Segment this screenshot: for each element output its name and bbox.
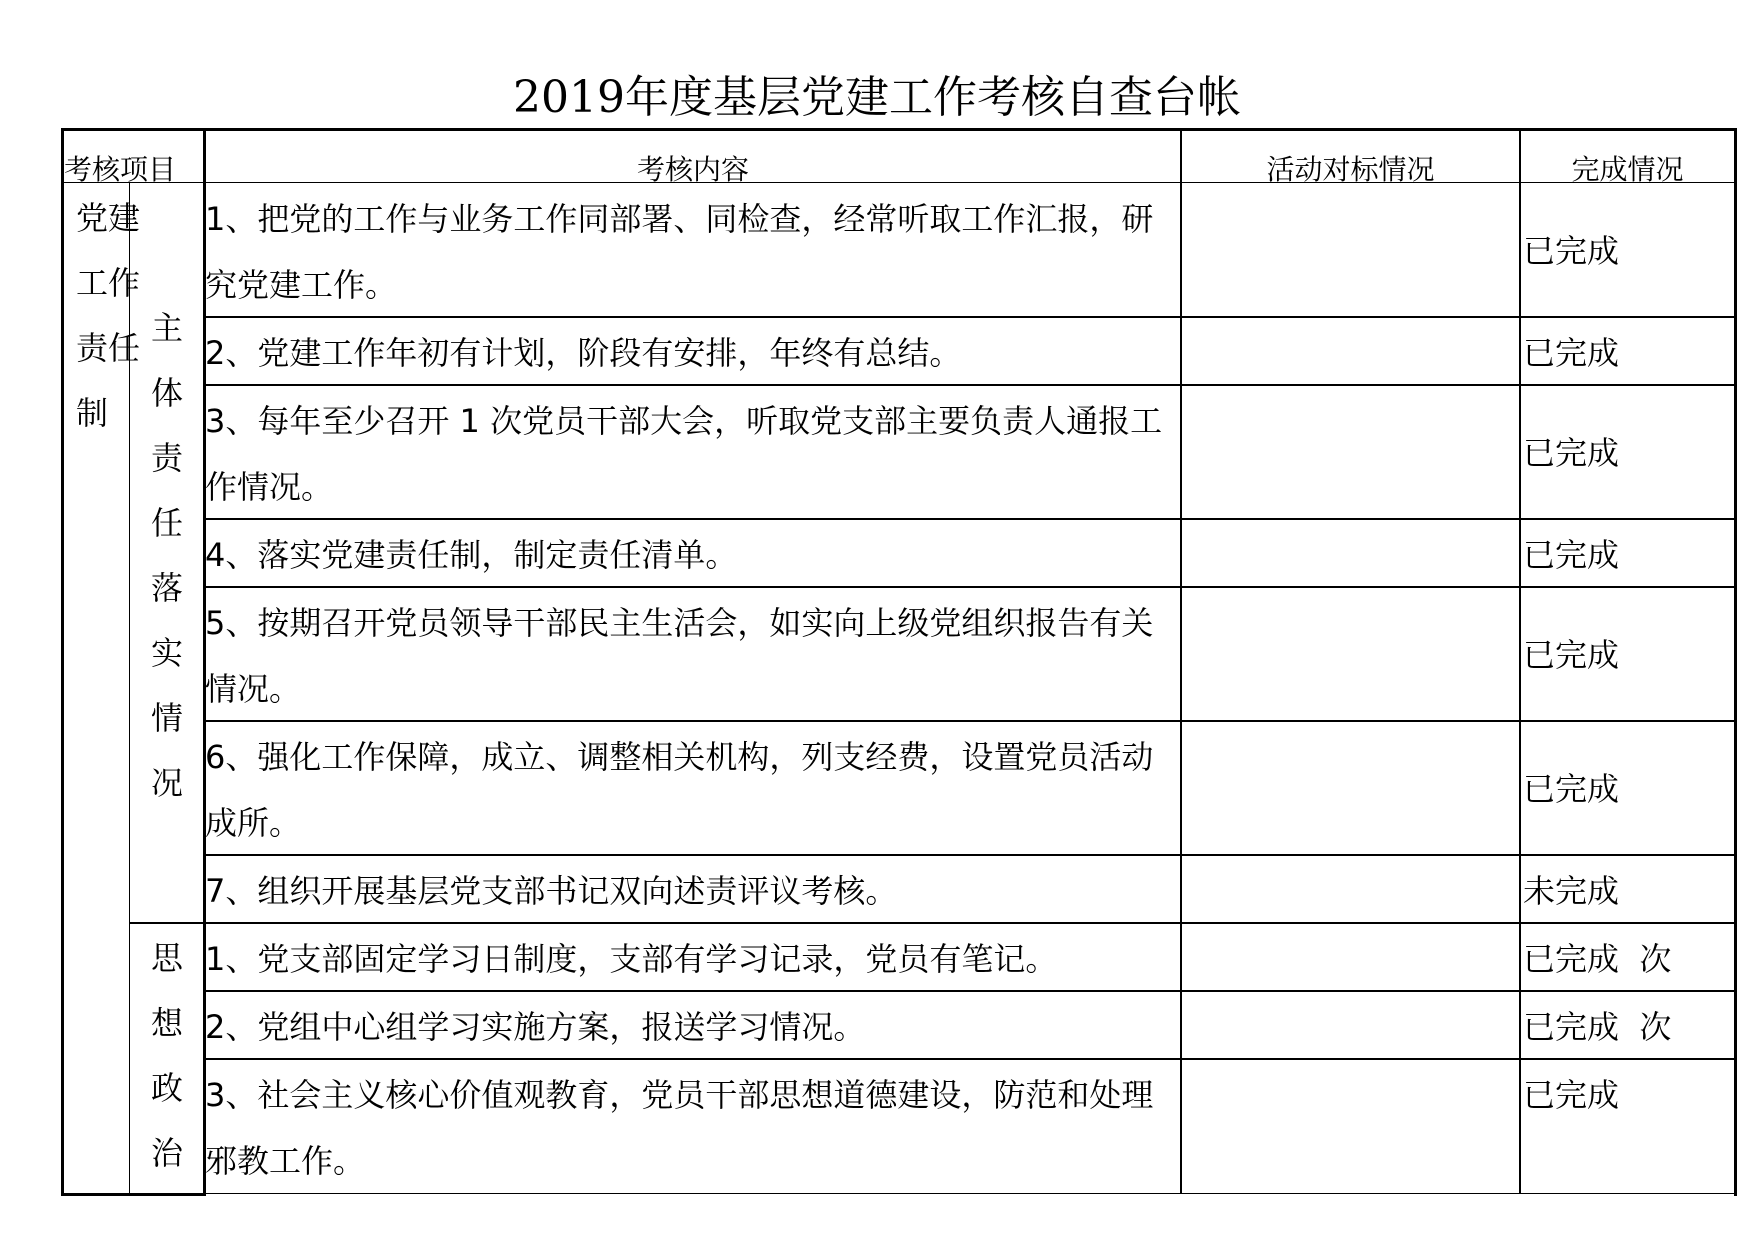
row-content-line: 5、按期召开党员领导干部民主生活会，如实向上级党组织报告有关 [205,604,1154,642]
row-content: 2、党建工作年初有计划，阶段有安排，年终有总结。 [205,334,962,372]
title-text: 年度基层党建工作考核自查台帐 [624,72,1241,123]
row-status: 未完成 [1523,872,1620,910]
table-border-left [61,128,64,1196]
category-main-line: 工作 [76,264,141,302]
category-sub-char: 责 [150,439,183,477]
table-border-bottom [61,1193,205,1196]
row-content-line: 6、强化工作保障，成立、调整相关机构，列支经费，设置党员活动 [205,738,1154,776]
row-content-line: 究党建工作。 [205,266,398,304]
title-year: 2019 [513,72,625,123]
category-sub-char: 实 [150,634,183,672]
header-divider [61,182,1737,183]
row-content [205,590,1205,722]
category-main-line: 制 [76,394,109,432]
category-sub-char: 况 [150,764,183,802]
category-sub-ideology [134,926,200,1186]
table-border-top [61,128,1737,131]
category-sub-char: 任 [150,504,183,542]
category-sub-char: 思 [150,939,183,977]
category-sub-char: 想 [150,1004,183,1042]
header-col-status: 完成情况 [1571,153,1684,182]
row-status: 已完成 [1523,770,1620,808]
row-content [205,1062,1205,1194]
category-sub-char: 主 [150,309,183,347]
row-content [205,724,1205,856]
row-status: 已完成 [1523,232,1620,270]
row-status: 已完成 [1523,636,1620,674]
row-content [205,388,1205,520]
category-sub-main-responsibility [134,296,200,816]
category-sub-char: 情 [150,699,183,737]
category-sub-char: 体 [150,374,183,412]
row-content-line: 1、把党的工作与业务工作同部署、同检查，经常听取工作汇报，研 [205,200,1154,238]
category-main-line: 党建 [76,199,141,237]
row-content-line: 成所。 [205,804,302,842]
row-content-line: 3、社会主义核心价值观教育，党员干部思想道德建设，防范和处理 [205,1076,1154,1114]
row-content-line: 作情况。 [205,468,334,506]
header-col-item: 考核项目 [64,153,177,182]
row-content [205,186,1205,318]
table-border-right [1734,128,1737,1196]
category-sub-char: 治 [150,1134,183,1172]
row-status: 已完成 次 [1523,1008,1672,1046]
row-content: 2、党组中心组学习实施方案，报送学习情况。 [205,1008,866,1046]
row-content-line: 情况。 [205,670,302,708]
category-sub-char: 政 [150,1069,183,1107]
row-status: 已完成 次 [1523,940,1672,978]
row-status: 已完成 [1523,334,1620,372]
row-content: 7、组织开展基层党支部书记双向述责评议考核。 [205,872,898,910]
category-sub-char: 落 [150,569,183,607]
col-divider-3 [1519,128,1521,1194]
row-content-line: 邪教工作。 [205,1142,366,1180]
row-content: 1、党支部固定学习日制度，支部有学习记录，党员有笔记。 [205,940,1058,978]
row-status: 已完成 [1523,434,1620,472]
category-main-line: 责任 [76,329,141,367]
row-status: 已完成 [1523,536,1620,574]
row-content-line: 3、每年至少召开 1 次党员干部大会，听取党支部主要负责人通报工 [205,402,1163,440]
header-col-benchmark: 活动对标情况 [1266,153,1435,182]
header-col-content: 考核内容 [636,153,749,182]
row-content: 4、落实党建责任制，制定责任清单。 [205,536,738,574]
row-status: 已完成 [1523,1076,1620,1114]
